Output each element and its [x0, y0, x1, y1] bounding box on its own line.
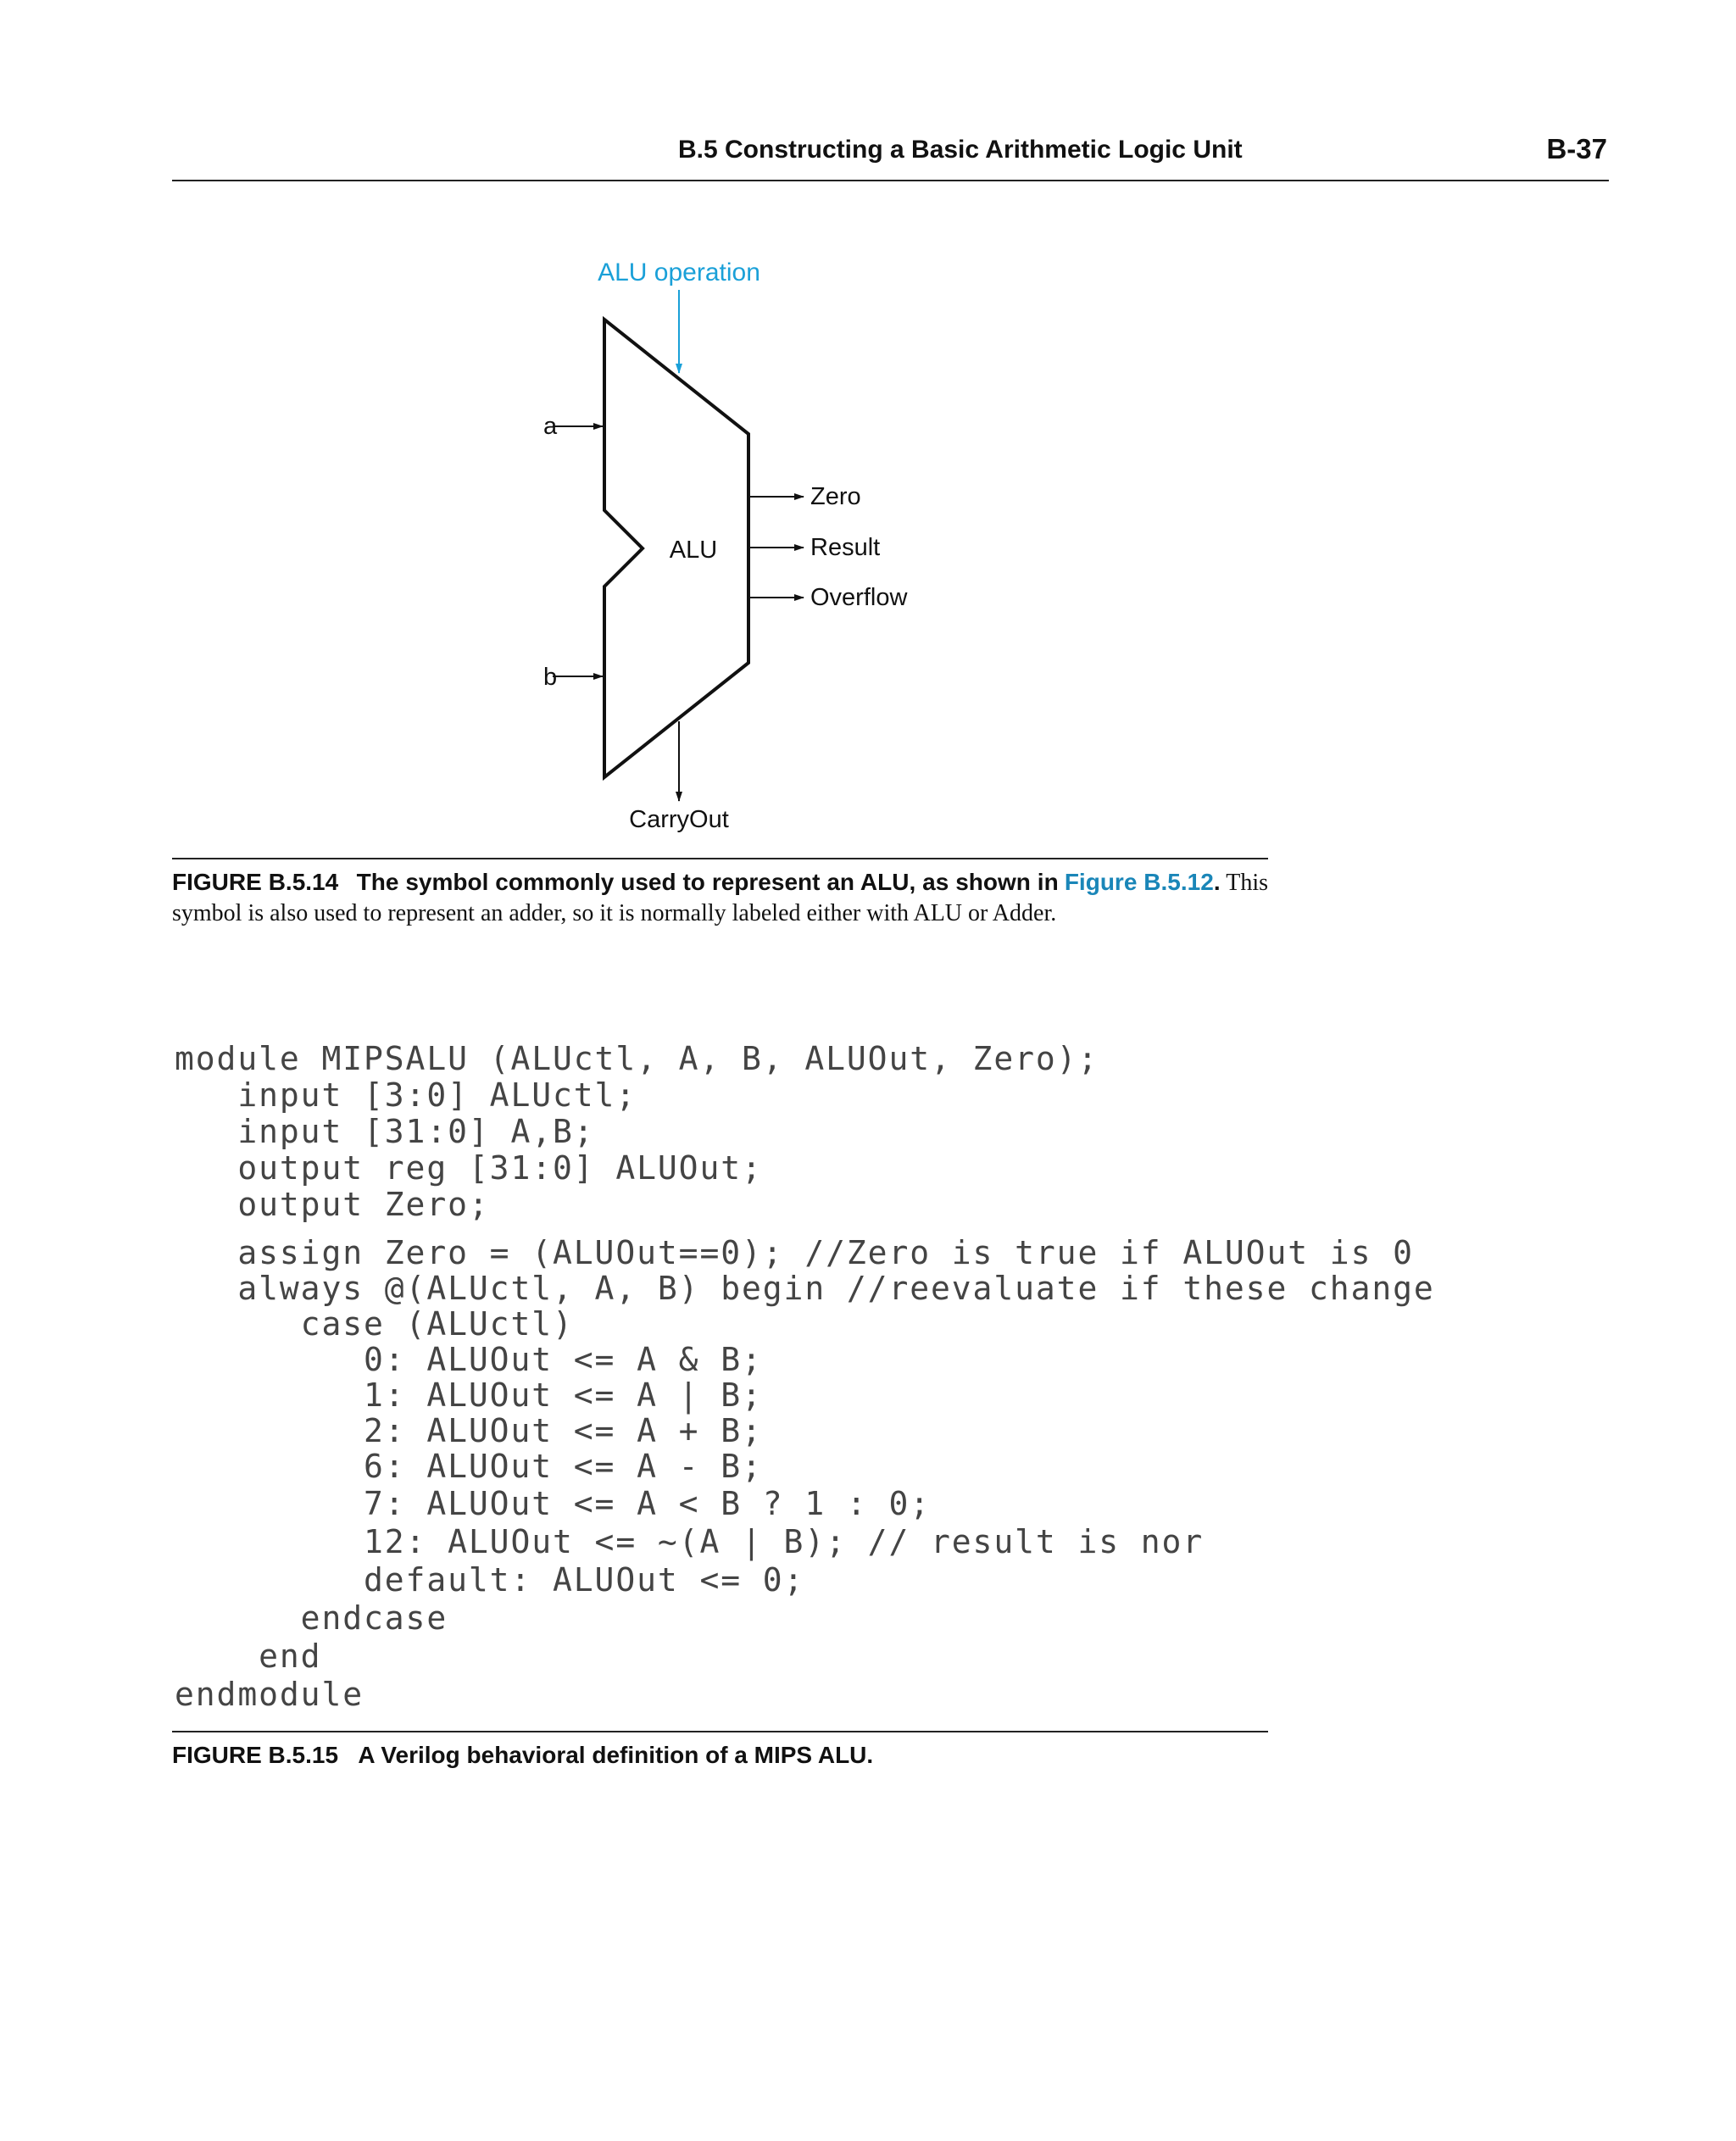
code-line: case (ALUctl) — [175, 1305, 574, 1343]
carryout-label: CarryOut — [629, 806, 729, 833]
code-line: 6: ALUOut <= A - B; — [175, 1448, 763, 1485]
code-line: endmodule — [175, 1676, 364, 1713]
code-line: module MIPSALU (ALUctl, A, B, ALUOut, Zero); — [175, 1040, 1099, 1077]
input-a-label: a — [543, 413, 558, 440]
figure2-caption — [172, 1742, 873, 1769]
code-line: input [3:0] ALUctl; — [175, 1076, 637, 1114]
figure1-caption — [172, 867, 1268, 929]
input-b-label: b — [543, 664, 558, 691]
code-line: output Zero; — [175, 1186, 490, 1223]
code-line: 7: ALUOut <= A < B ? 1 : 0; — [175, 1485, 932, 1522]
figure1-title: The symbol commonly used to represent an ALU, as shown in — [356, 869, 1059, 895]
alu-diagram — [0, 0, 1736, 856]
result-output-label: Result — [810, 534, 881, 561]
code-line: always @(ALUctl, A, B) begin //reevaluate if these change — [175, 1270, 1435, 1307]
alu-operation-label: ALU operation — [598, 259, 760, 286]
alu-center-label: ALU — [669, 537, 718, 564]
figure1-title-end: . — [1213, 869, 1221, 895]
zero-output-label: Zero — [810, 483, 861, 510]
code-line: assign Zero = (ALUOut==0); //Zero is true if ALUOut is 0 — [175, 1234, 1414, 1271]
figure1-top-rule — [172, 858, 1268, 859]
code-line: 2: ALUOut <= A + B; — [175, 1412, 763, 1449]
overflow-output-label: Overflow — [810, 584, 908, 611]
code-line: default: ALUOut <= 0; — [175, 1561, 805, 1599]
figure2-title: A Verilog behavioral definition of a MIPS ALU. — [358, 1742, 874, 1768]
figure1-body: This symbol is also used to represent an adder, so it is normally labeled either with ALU or Adder. — [172, 870, 1269, 926]
code-line: 1: ALUOut <= A | B; — [175, 1376, 763, 1414]
code-line: 12: ALUOut <= ~(A | B); // result is nor — [175, 1523, 1205, 1560]
code-line: input [31:0] A,B; — [175, 1113, 595, 1150]
figure-b512-link[interactable]: Figure B.5.12 — [1064, 869, 1214, 895]
code-line: end — [175, 1638, 322, 1675]
figure2-top-rule — [172, 1731, 1268, 1732]
code-line: output reg [31:0] ALUOut; — [175, 1149, 763, 1187]
code-line: endcase — [175, 1599, 448, 1637]
code-line: 0: ALUOut <= A & B; — [175, 1341, 763, 1378]
section-title: B.5 Constructing a Basic Arithmetic Logic Unit — [678, 136, 1243, 164]
figure2-label: FIGURE B.5.15 — [172, 1742, 339, 1768]
figure1-label: FIGURE B.5.14 — [172, 869, 339, 895]
page-number: B-37 — [1546, 133, 1607, 164]
